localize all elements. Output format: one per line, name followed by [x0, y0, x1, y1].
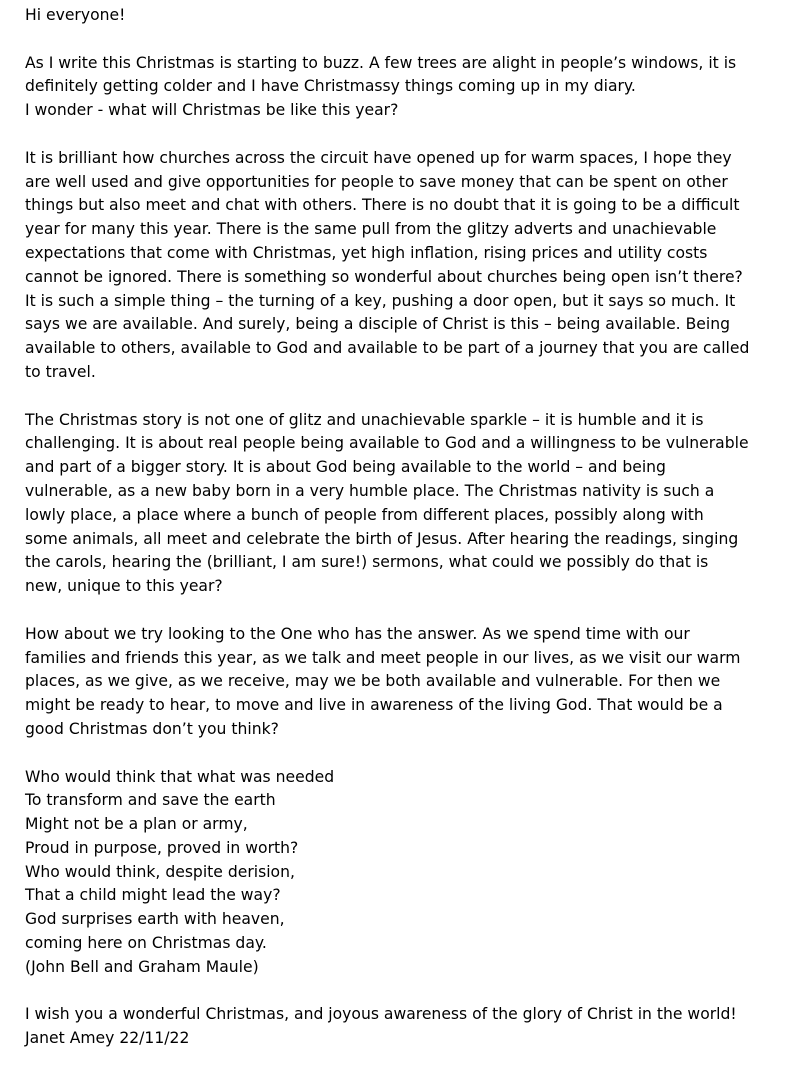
- poem-line: Who would think that what was needed: [25, 767, 335, 786]
- text-line: expectations that come with Christmas, yet high inflation, rising prices and utility costs: [25, 243, 708, 262]
- text-line: As I write this Christmas is starting to buzz. A few trees are alight in people’s windows, it is: [25, 53, 737, 72]
- text-line: vulnerable, as a new baby born in a very humble place. The Christmas nativity is such a: [25, 481, 715, 500]
- closing: [25, 1003, 787, 1051]
- paragraph-gap: [25, 28, 787, 52]
- poem: [25, 766, 787, 980]
- text-line: to travel.: [25, 362, 96, 381]
- text-line: families and friends this year, as we talk and meet people in our lives, as we visit our warm: [25, 648, 741, 667]
- paragraph-gap: [25, 599, 787, 623]
- poem-line: Who would think, despite derision,: [25, 862, 295, 881]
- paragraph-christmas-story: [25, 409, 787, 599]
- text-line: It is brilliant how churches across the circuit have opened up for warm spaces, I hope they: [25, 148, 732, 167]
- text-line: good Christmas don’t you think?: [25, 719, 279, 738]
- text-line: lowly place, a place where a bunch of people from different places, possibly along with: [25, 505, 704, 524]
- text-line: The Christmas story is not one of glitz and unachievable sparkle – it is humble and it is: [25, 410, 704, 429]
- text-line: might be ready to hear, to move and live in awareness of the living God. That would be a: [25, 696, 723, 715]
- poem-line: To transform and save the earth: [25, 791, 276, 810]
- text-line: year for many this year. There is the same pull from the glitzy adverts and unachievable: [25, 220, 717, 239]
- poem-line: coming here on Christmas day.: [25, 934, 267, 953]
- poem-line: Might not be a plan or army,: [25, 815, 248, 834]
- text-line: definitely getting colder and I have Christmassy things coming up in my diary.: [25, 77, 636, 96]
- paragraph-gap: [25, 742, 787, 766]
- text-line: cannot be ignored. There is something so wonderful about churches being open isn’t there?: [25, 267, 743, 286]
- signature: Janet Amey 22/11/22: [25, 1029, 190, 1048]
- paragraph-warm-spaces: [25, 147, 787, 385]
- paragraph-gap: [25, 123, 787, 147]
- closing-line: I wish you a wonderful Christmas, and joyous awareness of the glory of Christ in the world!: [25, 1005, 737, 1024]
- greeting: Hi everyone!: [25, 6, 126, 24]
- paragraph-gap: [25, 385, 787, 409]
- poem-line: God surprises earth with heaven,: [25, 910, 285, 929]
- text-line: I wonder - what will Christmas be like this year?: [25, 101, 399, 120]
- text-line: are well used and give opportunities for people to save money that can be spent on other: [25, 172, 728, 191]
- poem-line: Proud in purpose, proved in worth?: [25, 838, 299, 857]
- text-line: challenging. It is about real people being available to God and a willingness to be vulnerable: [25, 434, 749, 453]
- text-line: and part of a bigger story. It is about God being available to the world – and being: [25, 458, 666, 477]
- poem-attribution: (John Bell and Graham Maule): [25, 957, 259, 976]
- paragraph-intro: [25, 52, 787, 123]
- text-line: the carols, hearing the (brilliant, I am sure!) sermons, what could we possibly do that is: [25, 553, 709, 572]
- text-line: It is such a simple thing – the turning of a key, pushing a door open, but it says so much. It: [25, 291, 736, 310]
- text-line: some animals, all meet and celebrate the birth of Jesus. After hearing the readings, singing: [25, 529, 739, 548]
- text-line: things but also meet and chat with others. There is no doubt that it is going to be a difficult: [25, 196, 740, 215]
- text-line: new, unique to this year?: [25, 577, 223, 596]
- text-line: says we are available. And surely, being a disciple of Christ is this – being available. Being: [25, 315, 730, 334]
- paragraph-gap: [25, 980, 787, 1004]
- paragraph-looking-to-the-one: [25, 623, 787, 742]
- poem-line: That a child might lead the way?: [25, 886, 281, 905]
- text-line: available to others, available to God and available to be part of a journey that you are called: [25, 339, 750, 358]
- letter-document: [25, 4, 787, 1051]
- text-line: places, as we give, as we receive, may we be both available and vulnerable. For then we: [25, 672, 721, 691]
- text-line: How about we try looking to the One who has the answer. As we spend time with our: [25, 624, 690, 643]
